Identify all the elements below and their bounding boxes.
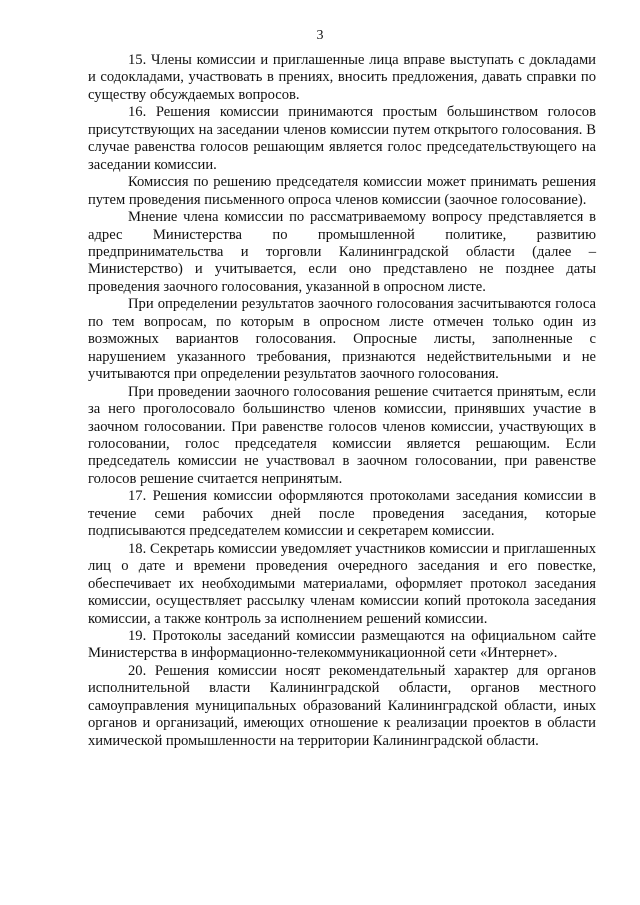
paragraph-20: 20. Решения комиссии носят рекомендательный характер для органов исполнительной власти Калининградской области, органов местного самоуправления муниципальных образований Калининградской области, иных органов и организаций, имеющих отношение к реализации проектов в области химической промышленности на территории Калининградской области. bbox=[88, 662, 596, 749]
paragraph-18: 18. Секретарь комиссии уведомляет участников комиссии и приглашенных лиц о дате и времени проведения очередного заседания и его повестке, обеспечивает их необходимыми материалами, оформляет протокол заседания комиссии, осуществляет рассылку членам комиссии копий протокола заседания комиссии, а также контроль за исполнением решений комиссии. bbox=[88, 540, 596, 627]
document-body bbox=[88, 52, 596, 750]
page-number: 3 bbox=[316, 28, 324, 43]
paragraph-17: 17. Решения комиссии оформляются протоколами заседания комиссии в течение семи рабочих дней после проведения заседания, которые подписываются председателем комиссии и секретарем комиссии. bbox=[88, 488, 596, 540]
paragraph-15: 15. Члены комиссии и приглашенные лица вправе выступать с докладами и содокладами, участвовать в прениях, вносить предложения, давать справки по существу обсуждаемых вопросов. bbox=[88, 52, 596, 103]
paragraph-written-poll: Комиссия по решению председателя комиссии может принимать решения путем проведения письменного опроса членов комиссии (заочное голосование). bbox=[88, 174, 596, 208]
paragraph-vote-results: При определении результатов заочного голосования засчитываются голоса по тем вопросам, по которым в опросном листе отмечен только один из возможных вариантов голосования. Опросные листы, заполненные с нарушением указанного требования, признаются недействительными и не учитываются при определении результатов заочного голосования. bbox=[88, 296, 596, 383]
paragraph-decision-adopted: При проведении заочного голосования решение считается принятым, если за него проголосовало большинство членов комиссии, принявших участие в заочном голосовании. При равенстве голосов членов комиссии, участвующих в голосовании, голос председателя комиссии является решающим. Если председатель комиссии не участвовал в заочном голосовании, при равенстве голосов решение считается непринятым. bbox=[88, 383, 596, 487]
paragraph-16: 16. Решения комиссии принимаются простым большинством голосов присутствующих на заседании членов комиссии путем открытого голосования. В случае равенства голосов решающим является голос председательствующего на заседании комиссии. bbox=[88, 104, 596, 173]
paragraph-19: 19. Протоколы заседаний комиссии размещаются на официальном сайте Министерства в информационно-телекоммуникационной сети «Интернет». bbox=[88, 627, 596, 662]
paragraph-member-opinion: Мнение члена комиссии по рассматриваемому вопросу представляется в адрес Министерства по промышленной политике, развитию предпринимательства и торговли Калининградской области (далее – Министерство) и учитывается, если оно представлено не позднее даты проведения заочного голосования, указанной в опросном листе. bbox=[88, 209, 596, 295]
